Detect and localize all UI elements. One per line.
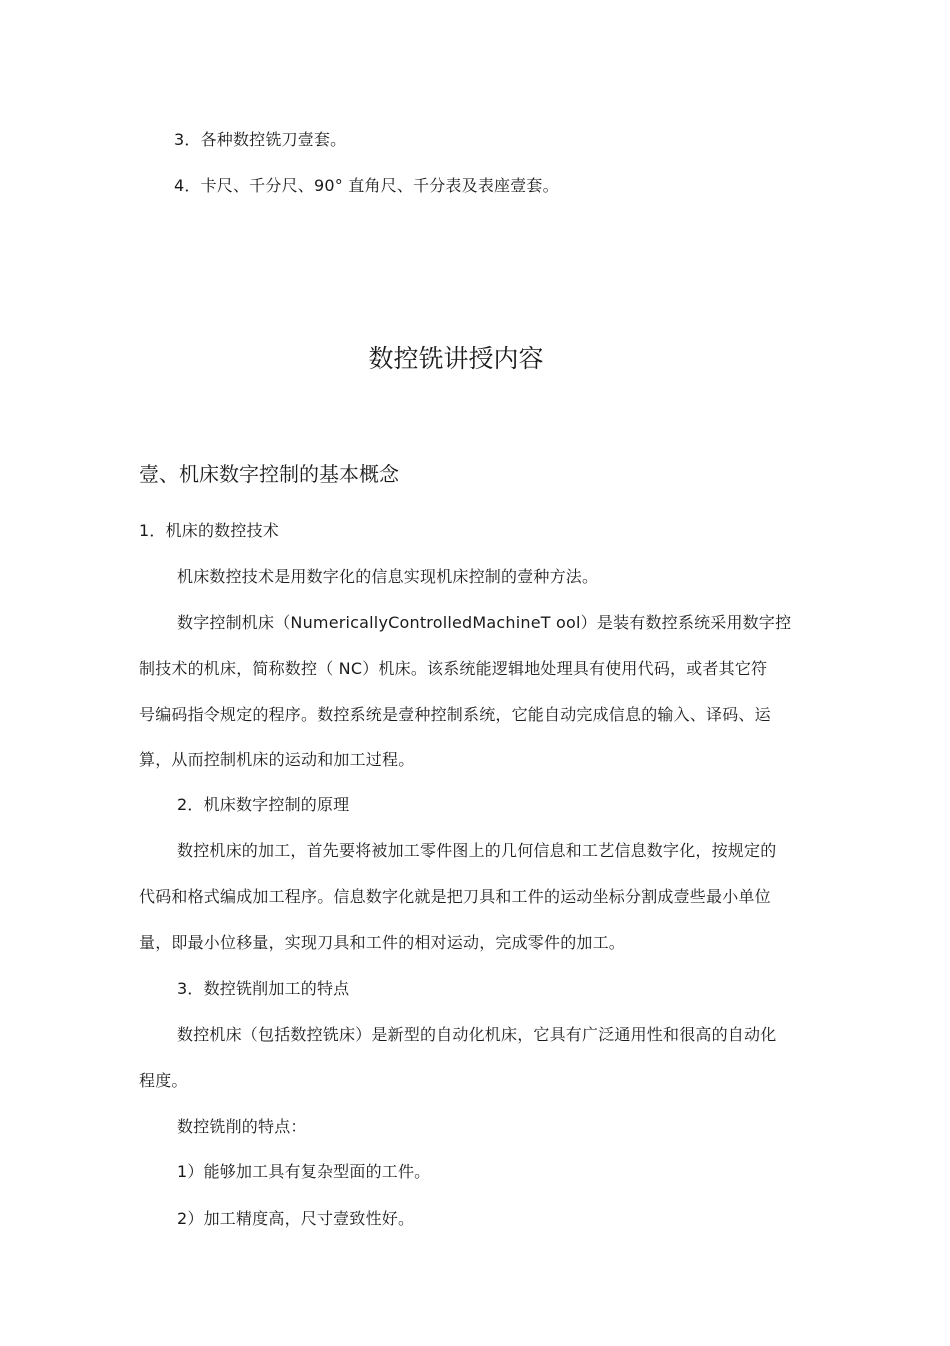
subsection-2-paragraph-line-2: 代码和格式编成加工程序。信息数字化就是把刀具和工件的运动坐标分割成壹些最小单位 <box>139 887 771 906</box>
subsection-2-heading: 2．机床数字控制的原理 <box>177 795 350 814</box>
subsection-1-heading: 1．机床的数控技术 <box>139 521 279 540</box>
tool-list-item-4: 4．卡尺、千分尺、90° 直角尺、千分表及表座壹套。 <box>174 176 559 195</box>
subsection-1-paragraph-2-line-2: 制技术的机床，简称数控（ NC）机床。该系统能逻辑地处理具有使用代码，或者其它符 <box>139 659 768 678</box>
subsection-3-heading: 3．数控铣削加工的特点 <box>177 979 350 998</box>
tool-list-item-3: 3．各种数控铣刀壹套。 <box>174 130 347 149</box>
feature-item-1: 1）能够加工具有复杂型面的工件。 <box>177 1162 431 1181</box>
subsection-1-paragraph-2-line-3: 号编码指令规定的程序。数控系统是壹种控制系统，它能自动完成信息的输入、译码、运 <box>139 705 771 724</box>
features-label: 数控铣削的特点： <box>177 1117 307 1136</box>
feature-item-2: 2）加工精度高，尺寸壹致性好。 <box>177 1209 415 1228</box>
subsection-2-paragraph-line-3: 量，即最小位移量，实现刀具和工件的相对运动，完成零件的加工。 <box>139 933 626 952</box>
section-heading: 壹、机床数字控制的基本概念 <box>139 462 399 486</box>
subsection-1-paragraph-1: 机床数控技术是用数字化的信息实现机床控制的壹种方法。 <box>177 567 599 586</box>
subsection-1-paragraph-2-line-1: 数字控制机床（NumericallyControlledMachineT ool）是装有数控系统采用数字控 <box>177 613 792 632</box>
subsection-2-paragraph-line-1: 数控机床的加工，首先要将被加工零件图上的几何信息和工艺信息数字化，按规定的 <box>177 841 777 860</box>
subsection-3-paragraph-line-1: 数控机床（包括数控铣床）是新型的自动化机床，它具有广泛通用性和很高的自动化 <box>177 1025 777 1044</box>
subsection-3-paragraph-line-2: 程度。 <box>139 1071 188 1090</box>
page-title: 数控铣讲授内容 <box>368 344 544 373</box>
subsection-1-paragraph-2-line-4: 算，从而控制机床的运动和加工过程。 <box>139 750 415 769</box>
